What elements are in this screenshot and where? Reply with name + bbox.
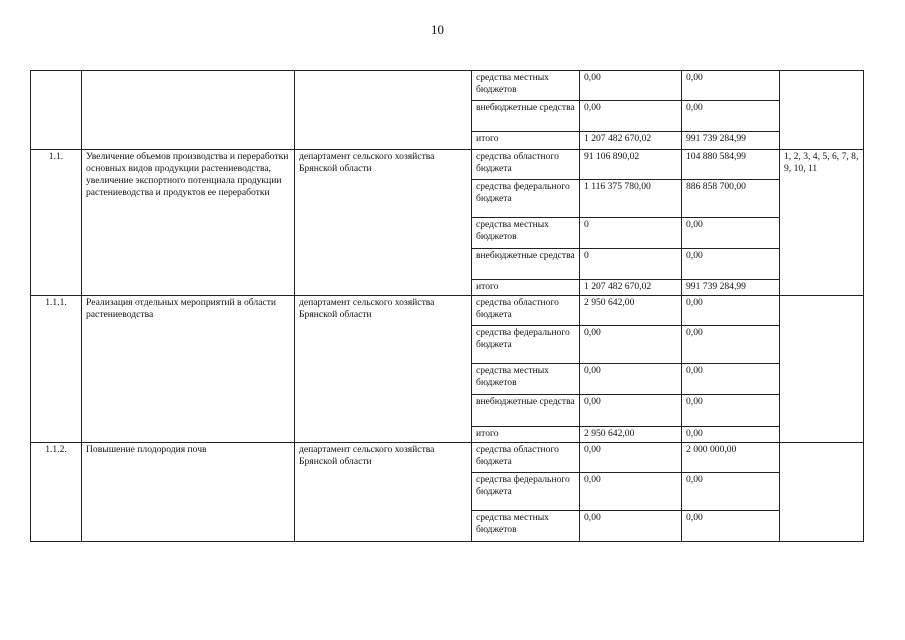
funding-source-cell: итого [472,427,580,443]
page-number: 10 [431,22,444,37]
executor-cell [295,71,472,150]
funding-source-cell: средства федерального бюджета [472,473,580,511]
item-number-cell [31,71,82,150]
table-row [31,150,864,180]
amount-cell: 0,00 [580,326,682,364]
activity-name-cell: Реализация отдельных мероприятий в области растениеводства [82,296,295,443]
amount-cell: 0 [580,249,682,280]
amount-cell: 0,00 [682,511,780,542]
indicators-cell: 1, 2, 3, 4, 5, 6, 7, 8, 9, 10, 11 [780,150,864,296]
amount-cell: 2 950 642,00 [580,296,682,326]
funding-source-cell: средства местных бюджетов [472,511,580,542]
funding-source-cell: внебюджетные средства [472,249,580,280]
amount-cell: 1 116 375 780,00 [580,180,682,218]
amount-cell: 0,00 [682,364,780,395]
amount-cell: 0,00 [580,443,682,473]
item-number-cell: 1.1.1. [31,296,82,443]
amount-cell: 0 [580,218,682,249]
amount-cell: 91 106 890,02 [580,150,682,180]
amount-cell: 0,00 [682,101,780,132]
amount-cell: 104 880 584,99 [682,150,780,180]
amount-cell: 0,00 [682,473,780,511]
amount-cell: 0,00 [580,101,682,132]
amount-cell: 0,00 [580,473,682,511]
amount-cell: 991 739 284,99 [682,280,780,296]
executor-cell: департамент сельского хозяйства Брянской области [295,443,472,542]
funding-source-cell: итого [472,132,580,150]
amount-cell: 1 207 482 670,02 [580,280,682,296]
budget-table [30,70,864,542]
funding-source-cell: средства местных бюджетов [472,71,580,101]
table-row [31,443,864,473]
activity-name-cell: Увеличение объемов производства и переработки основных видов продукции растениеводства, увеличение экспортного потенциала продукции растениеводства и продуктов ее переработки [82,150,295,296]
amount-cell: 0,00 [682,427,780,443]
indicators-cell [780,71,864,150]
amount-cell: 0,00 [682,71,780,101]
amount-cell: 991 739 284,99 [682,132,780,150]
amount-cell: 0,00 [682,249,780,280]
amount-cell: 0,00 [580,511,682,542]
funding-source-cell: средства областного бюджета [472,296,580,326]
amount-cell: 1 207 482 670,02 [580,132,682,150]
funding-source-cell: средства федерального бюджета [472,326,580,364]
funding-source-cell: средства местных бюджетов [472,218,580,249]
amount-cell: 0,00 [682,326,780,364]
funding-source-cell: средства федерального бюджета [472,180,580,218]
amount-cell: 0,00 [682,395,780,427]
executor-cell: департамент сельского хозяйства Брянской области [295,296,472,443]
executor-cell: департамент сельского хозяйства Брянской области [295,150,472,296]
funding-source-cell: внебюджетные средства [472,395,580,427]
amount-cell: 0,00 [580,364,682,395]
amount-cell: 886 858 700,00 [682,180,780,218]
funding-source-cell: средства местных бюджетов [472,364,580,395]
amount-cell: 0,00 [580,395,682,427]
funding-source-cell: средства областного бюджета [472,443,580,473]
amount-cell: 0,00 [682,296,780,326]
item-number-cell: 1.1. [31,150,82,296]
amount-cell: 2 950 642,00 [580,427,682,443]
funding-source-cell: внебюджетные средства [472,101,580,132]
amount-cell: 0,00 [580,71,682,101]
funding-source-cell: средства областного бюджета [472,150,580,180]
activity-name-cell [82,71,295,150]
amount-cell: 2 000 000,00 [682,443,780,473]
table-row [31,71,864,101]
funding-source-cell: итого [472,280,580,296]
item-number-cell: 1.1.2. [31,443,82,542]
indicators-cell [780,443,864,542]
table-row [31,296,864,326]
indicators-cell [780,296,864,443]
activity-name-cell: Повышение плодородия почв [82,443,295,542]
amount-cell: 0,00 [682,218,780,249]
